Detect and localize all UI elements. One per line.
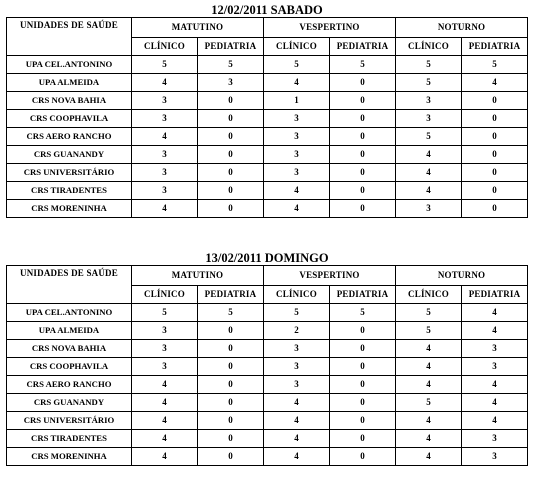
subheader-pediatria: PEDIATRIA [330,285,396,303]
staff-count-cell: 0 [330,199,396,217]
staff-count-cell: 0 [198,181,264,199]
staff-count-cell: 0 [462,91,528,109]
staff-count-cell: 0 [198,375,264,393]
staff-count-cell: 0 [198,393,264,411]
staff-count-cell: 3 [132,339,198,357]
schedule-block-sunday [6,251,528,466]
day-title: 12/02/2011 SABADO [211,3,323,17]
staff-count-cell: 0 [198,429,264,447]
units-header-blank [7,37,132,55]
shift-header-night: NOTURNO [396,266,528,286]
staff-count-cell: 3 [396,199,462,217]
staff-count-cell: 4 [132,199,198,217]
staff-count-cell: 3 [264,375,330,393]
unit-name-cell: CRS NOVA BAHIA [7,339,132,357]
staff-count-cell: 0 [462,145,528,163]
day-title: 13/02/2011 DOMINGO [205,251,329,265]
staff-count-cell: 5 [198,55,264,73]
staff-count-cell: 0 [462,127,528,145]
subheader-clinico: CLÍNICO [264,37,330,55]
unit-name-cell: UPA CEL.ANTONINO [7,303,132,321]
staff-count-cell: 3 [132,145,198,163]
schedule-block-saturday [6,3,528,218]
staff-count-cell: 3 [264,145,330,163]
staff-count-cell: 4 [396,429,462,447]
staff-count-cell: 0 [198,127,264,145]
staff-count-cell: 1 [264,91,330,109]
staff-count-cell: 5 [396,303,462,321]
staff-count-cell: 4 [132,447,198,465]
staff-count-cell: 5 [462,55,528,73]
staff-count-cell: 4 [264,181,330,199]
staff-count-cell: 3 [264,339,330,357]
table-row [7,375,528,393]
staff-count-cell: 4 [396,181,462,199]
staff-count-cell: 4 [396,411,462,429]
staff-count-cell: 0 [198,91,264,109]
staff-count-cell: 3 [132,163,198,181]
staff-count-cell: 2 [264,321,330,339]
staff-count-cell: 5 [264,55,330,73]
staff-count-cell: 3 [396,91,462,109]
unit-name-cell: CRS UNIVERSITÁRIO [7,163,132,181]
schedule-table [6,265,528,466]
subheader-clinico: CLÍNICO [132,37,198,55]
subheader-pediatria: PEDIATRIA [198,37,264,55]
staff-count-cell: 0 [330,411,396,429]
subheader-clinico: CLÍNICO [396,285,462,303]
staff-count-cell: 3 [132,91,198,109]
staff-count-cell: 3 [462,447,528,465]
staff-count-cell: 0 [198,339,264,357]
staff-count-cell: 4 [264,393,330,411]
table-row [7,91,528,109]
staff-count-cell: 5 [396,393,462,411]
unit-name-cell: CRS GUANANDY [7,393,132,411]
staff-count-cell: 4 [462,73,528,91]
staff-count-cell: 3 [132,181,198,199]
table-row [7,109,528,127]
staff-count-cell: 0 [198,199,264,217]
staff-count-cell: 0 [330,127,396,145]
staff-count-cell: 0 [330,91,396,109]
staff-count-cell: 0 [330,109,396,127]
staff-count-cell: 0 [198,321,264,339]
staff-count-cell: 4 [132,375,198,393]
staff-count-cell: 3 [132,357,198,375]
staff-count-cell: 0 [462,163,528,181]
units-header-blank [7,285,132,303]
staff-count-cell: 0 [198,447,264,465]
staff-count-cell: 0 [330,321,396,339]
subheader-pediatria: PEDIATRIA [198,285,264,303]
staff-count-cell: 5 [396,73,462,91]
units-header: UNIDADES DE SAÚDE [7,18,132,38]
staff-count-cell: 0 [462,199,528,217]
staff-count-cell: 3 [132,321,198,339]
staff-count-cell: 5 [132,303,198,321]
shift-header-morning: MATUTINO [132,18,264,38]
staff-count-cell: 0 [330,393,396,411]
shift-header-afternoon: VESPERTINO [264,18,396,38]
unit-name-cell: UPA CEL.ANTONINO [7,55,132,73]
staff-count-cell: 5 [330,303,396,321]
staff-count-cell: 0 [330,339,396,357]
subheader-clinico: CLÍNICO [264,285,330,303]
table-row [7,145,528,163]
table-row [7,181,528,199]
staff-count-cell: 3 [132,109,198,127]
staff-count-cell: 0 [330,447,396,465]
staff-count-cell: 4 [396,145,462,163]
subheader-pediatria: PEDIATRIA [462,37,528,55]
staff-count-cell: 3 [462,339,528,357]
staff-count-cell: 4 [396,339,462,357]
staff-count-cell: 4 [132,393,198,411]
staff-count-cell: 4 [264,411,330,429]
staff-count-cell: 3 [264,357,330,375]
staff-count-cell: 5 [264,303,330,321]
staff-count-cell: 3 [264,163,330,181]
unit-name-cell: CRS COOPHAVILA [7,109,132,127]
staff-count-cell: 3 [264,127,330,145]
table-row [7,447,528,465]
shift-header-night: NOTURNO [396,18,528,38]
staff-count-cell: 0 [330,145,396,163]
staff-count-cell: 3 [462,429,528,447]
unit-name-cell: CRS COOPHAVILA [7,357,132,375]
staff-count-cell: 5 [132,55,198,73]
table-row [7,339,528,357]
staff-count-cell: 4 [462,303,528,321]
staff-count-cell: 0 [198,411,264,429]
units-header: UNIDADES DE SAÚDE [7,266,132,286]
staff-count-cell: 4 [396,163,462,181]
table-row [7,429,528,447]
staff-count-cell: 4 [132,411,198,429]
staff-count-cell: 4 [132,73,198,91]
unit-name-cell: CRS TIRADENTES [7,429,132,447]
shift-header-row [7,266,528,286]
staff-count-cell: 0 [330,73,396,91]
subheader-clinico: CLÍNICO [132,285,198,303]
staff-count-cell: 5 [396,127,462,145]
unit-name-cell: CRS GUANANDY [7,145,132,163]
staff-count-cell: 0 [330,357,396,375]
staff-count-cell: 0 [462,109,528,127]
unit-name-cell: CRS MORENINHA [7,199,132,217]
staff-count-cell: 4 [462,411,528,429]
staff-count-cell: 0 [330,375,396,393]
staff-count-cell: 4 [462,393,528,411]
staff-count-cell: 4 [264,73,330,91]
staff-count-cell: 0 [198,145,264,163]
unit-name-cell: CRS UNIVERSITÁRIO [7,411,132,429]
specialty-header-row [7,285,528,303]
staff-count-cell: 3 [396,109,462,127]
unit-name-cell: CRS MORENINHA [7,447,132,465]
staff-count-cell: 4 [264,429,330,447]
table-row [7,73,528,91]
staff-count-cell: 0 [462,181,528,199]
staff-count-cell: 4 [264,447,330,465]
staff-count-cell: 4 [396,447,462,465]
subheader-pediatria: PEDIATRIA [462,285,528,303]
table-row [7,393,528,411]
unit-name-cell: CRS NOVA BAHIA [7,91,132,109]
table-row [7,303,528,321]
shift-header-morning: MATUTINO [132,266,264,286]
staff-count-cell: 4 [132,429,198,447]
subheader-clinico: CLÍNICO [396,37,462,55]
table-row [7,411,528,429]
staff-count-cell: 4 [396,375,462,393]
staff-count-cell: 4 [462,321,528,339]
staff-count-cell: 0 [330,163,396,181]
staff-count-cell: 4 [396,357,462,375]
table-row [7,357,528,375]
staff-count-cell: 4 [462,375,528,393]
staff-count-cell: 3 [462,357,528,375]
staff-count-cell: 0 [198,357,264,375]
staff-count-cell: 5 [396,321,462,339]
subheader-pediatria: PEDIATRIA [330,37,396,55]
staff-count-cell: 0 [330,181,396,199]
staff-count-cell: 5 [198,303,264,321]
table-row [7,321,528,339]
staff-count-cell: 3 [264,109,330,127]
table-row [7,55,528,73]
staff-count-cell: 0 [198,109,264,127]
staff-count-cell: 4 [132,127,198,145]
specialty-header-row [7,37,528,55]
schedule-table [6,17,528,218]
table-row [7,199,528,217]
unit-name-cell: CRS TIRADENTES [7,181,132,199]
table-row [7,127,528,145]
staff-count-cell: 0 [198,163,264,181]
unit-name-cell: CRS AERO RANCHO [7,375,132,393]
staff-count-cell: 0 [330,429,396,447]
unit-name-cell: UPA ALMEIDA [7,321,132,339]
staff-count-cell: 4 [264,199,330,217]
staff-count-cell: 5 [396,55,462,73]
shift-header-row [7,18,528,38]
unit-name-cell: UPA ALMEIDA [7,73,132,91]
staff-count-cell: 5 [330,55,396,73]
unit-name-cell: CRS AERO RANCHO [7,127,132,145]
table-row [7,163,528,181]
shift-header-afternoon: VESPERTINO [264,266,396,286]
staff-count-cell: 3 [198,73,264,91]
